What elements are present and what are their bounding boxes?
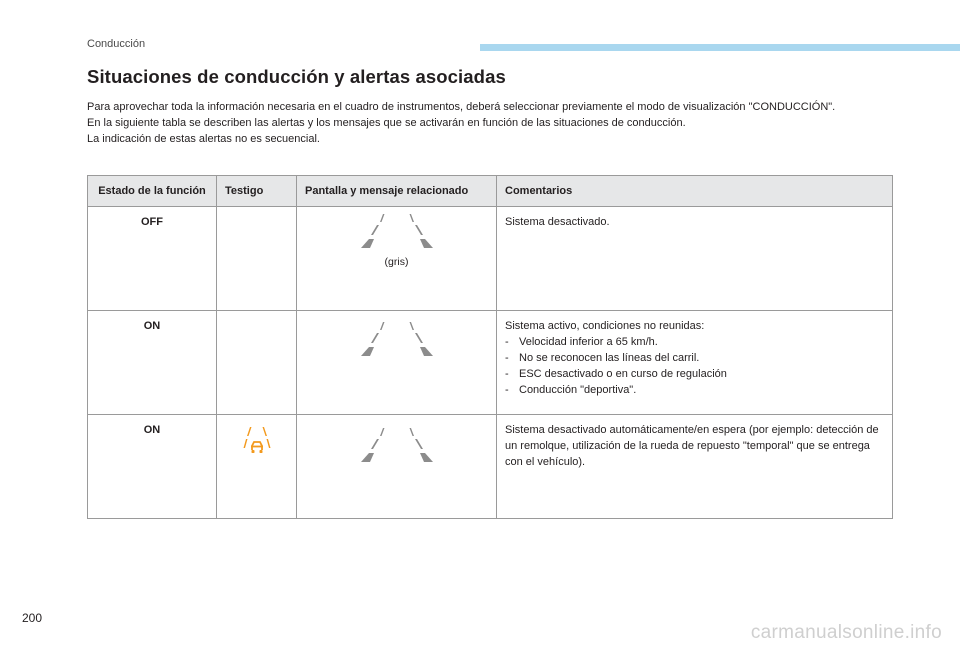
state-cell: OFF bbox=[88, 207, 217, 311]
page-title: Situaciones de conducción y alertas asociadas bbox=[87, 66, 506, 87]
lane-departure-warning-icon bbox=[225, 426, 288, 456]
comment-text: Sistema desactivado automáticamente/en espera (por ejemplo: detección de un remolque, utilización de la rueda de repuesto "temporal" que se entrega con el vehículo). bbox=[505, 424, 879, 468]
comment-cell bbox=[497, 311, 893, 415]
page-number: 200 bbox=[22, 611, 43, 625]
comment-text: Sistema desactivado. bbox=[505, 216, 610, 228]
witness-cell bbox=[217, 207, 297, 311]
comment-cell bbox=[497, 207, 893, 311]
header-state: Estado de la función bbox=[88, 176, 217, 207]
intro-paragraph-2: En la siguiente tabla se describen las alertas y los mensajes que se activarán en función de las situaciones de conducción. bbox=[87, 117, 686, 129]
list-item: - No se reconocen las líneas del carril. bbox=[505, 350, 884, 366]
header-witness: Testigo bbox=[217, 176, 297, 207]
comment-cell bbox=[497, 415, 893, 519]
state-cell: ON bbox=[88, 415, 217, 519]
list-item: - ESC desactivado o en curso de regulación bbox=[505, 366, 884, 382]
lane-lines-icon bbox=[305, 428, 488, 462]
table-row bbox=[88, 415, 893, 519]
list-item: - Conducción "deportiva". bbox=[505, 382, 884, 398]
header-display: Pantalla y mensaje relacionado bbox=[297, 176, 497, 207]
display-cell bbox=[297, 311, 497, 415]
table-row bbox=[88, 311, 893, 415]
watermark: carmanualsonline.info bbox=[750, 622, 942, 643]
intro-paragraph-3: La indicación de estas alertas no es secuencial. bbox=[87, 133, 320, 145]
header-accent-bar bbox=[480, 44, 960, 51]
alerts-table bbox=[87, 175, 893, 519]
witness-cell bbox=[217, 415, 297, 519]
lane-lines-icon bbox=[305, 322, 488, 356]
comment-text: Sistema activo, condiciones no reunidas: bbox=[505, 320, 705, 332]
intro-text bbox=[87, 99, 887, 147]
list-item: - Velocidad inferior a 65 km/h. bbox=[505, 334, 884, 350]
display-caption: (gris) bbox=[384, 256, 409, 268]
intro-paragraph-1: Para aprovechar toda la información necesaria en el cuadro de instrumentos, deberá seleccionar previamente el modo de visualización "CONDUCCIÓN". bbox=[87, 101, 836, 113]
header-comments: Comentarios bbox=[497, 176, 893, 207]
table-row bbox=[88, 207, 893, 311]
comment-list bbox=[505, 334, 884, 398]
section-title: Conducción bbox=[87, 38, 146, 50]
table-header-row bbox=[88, 176, 893, 207]
display-cell bbox=[297, 415, 497, 519]
lane-lines-icon bbox=[305, 214, 488, 248]
state-cell: ON bbox=[88, 311, 217, 415]
witness-cell bbox=[217, 311, 297, 415]
display-cell bbox=[297, 207, 497, 311]
